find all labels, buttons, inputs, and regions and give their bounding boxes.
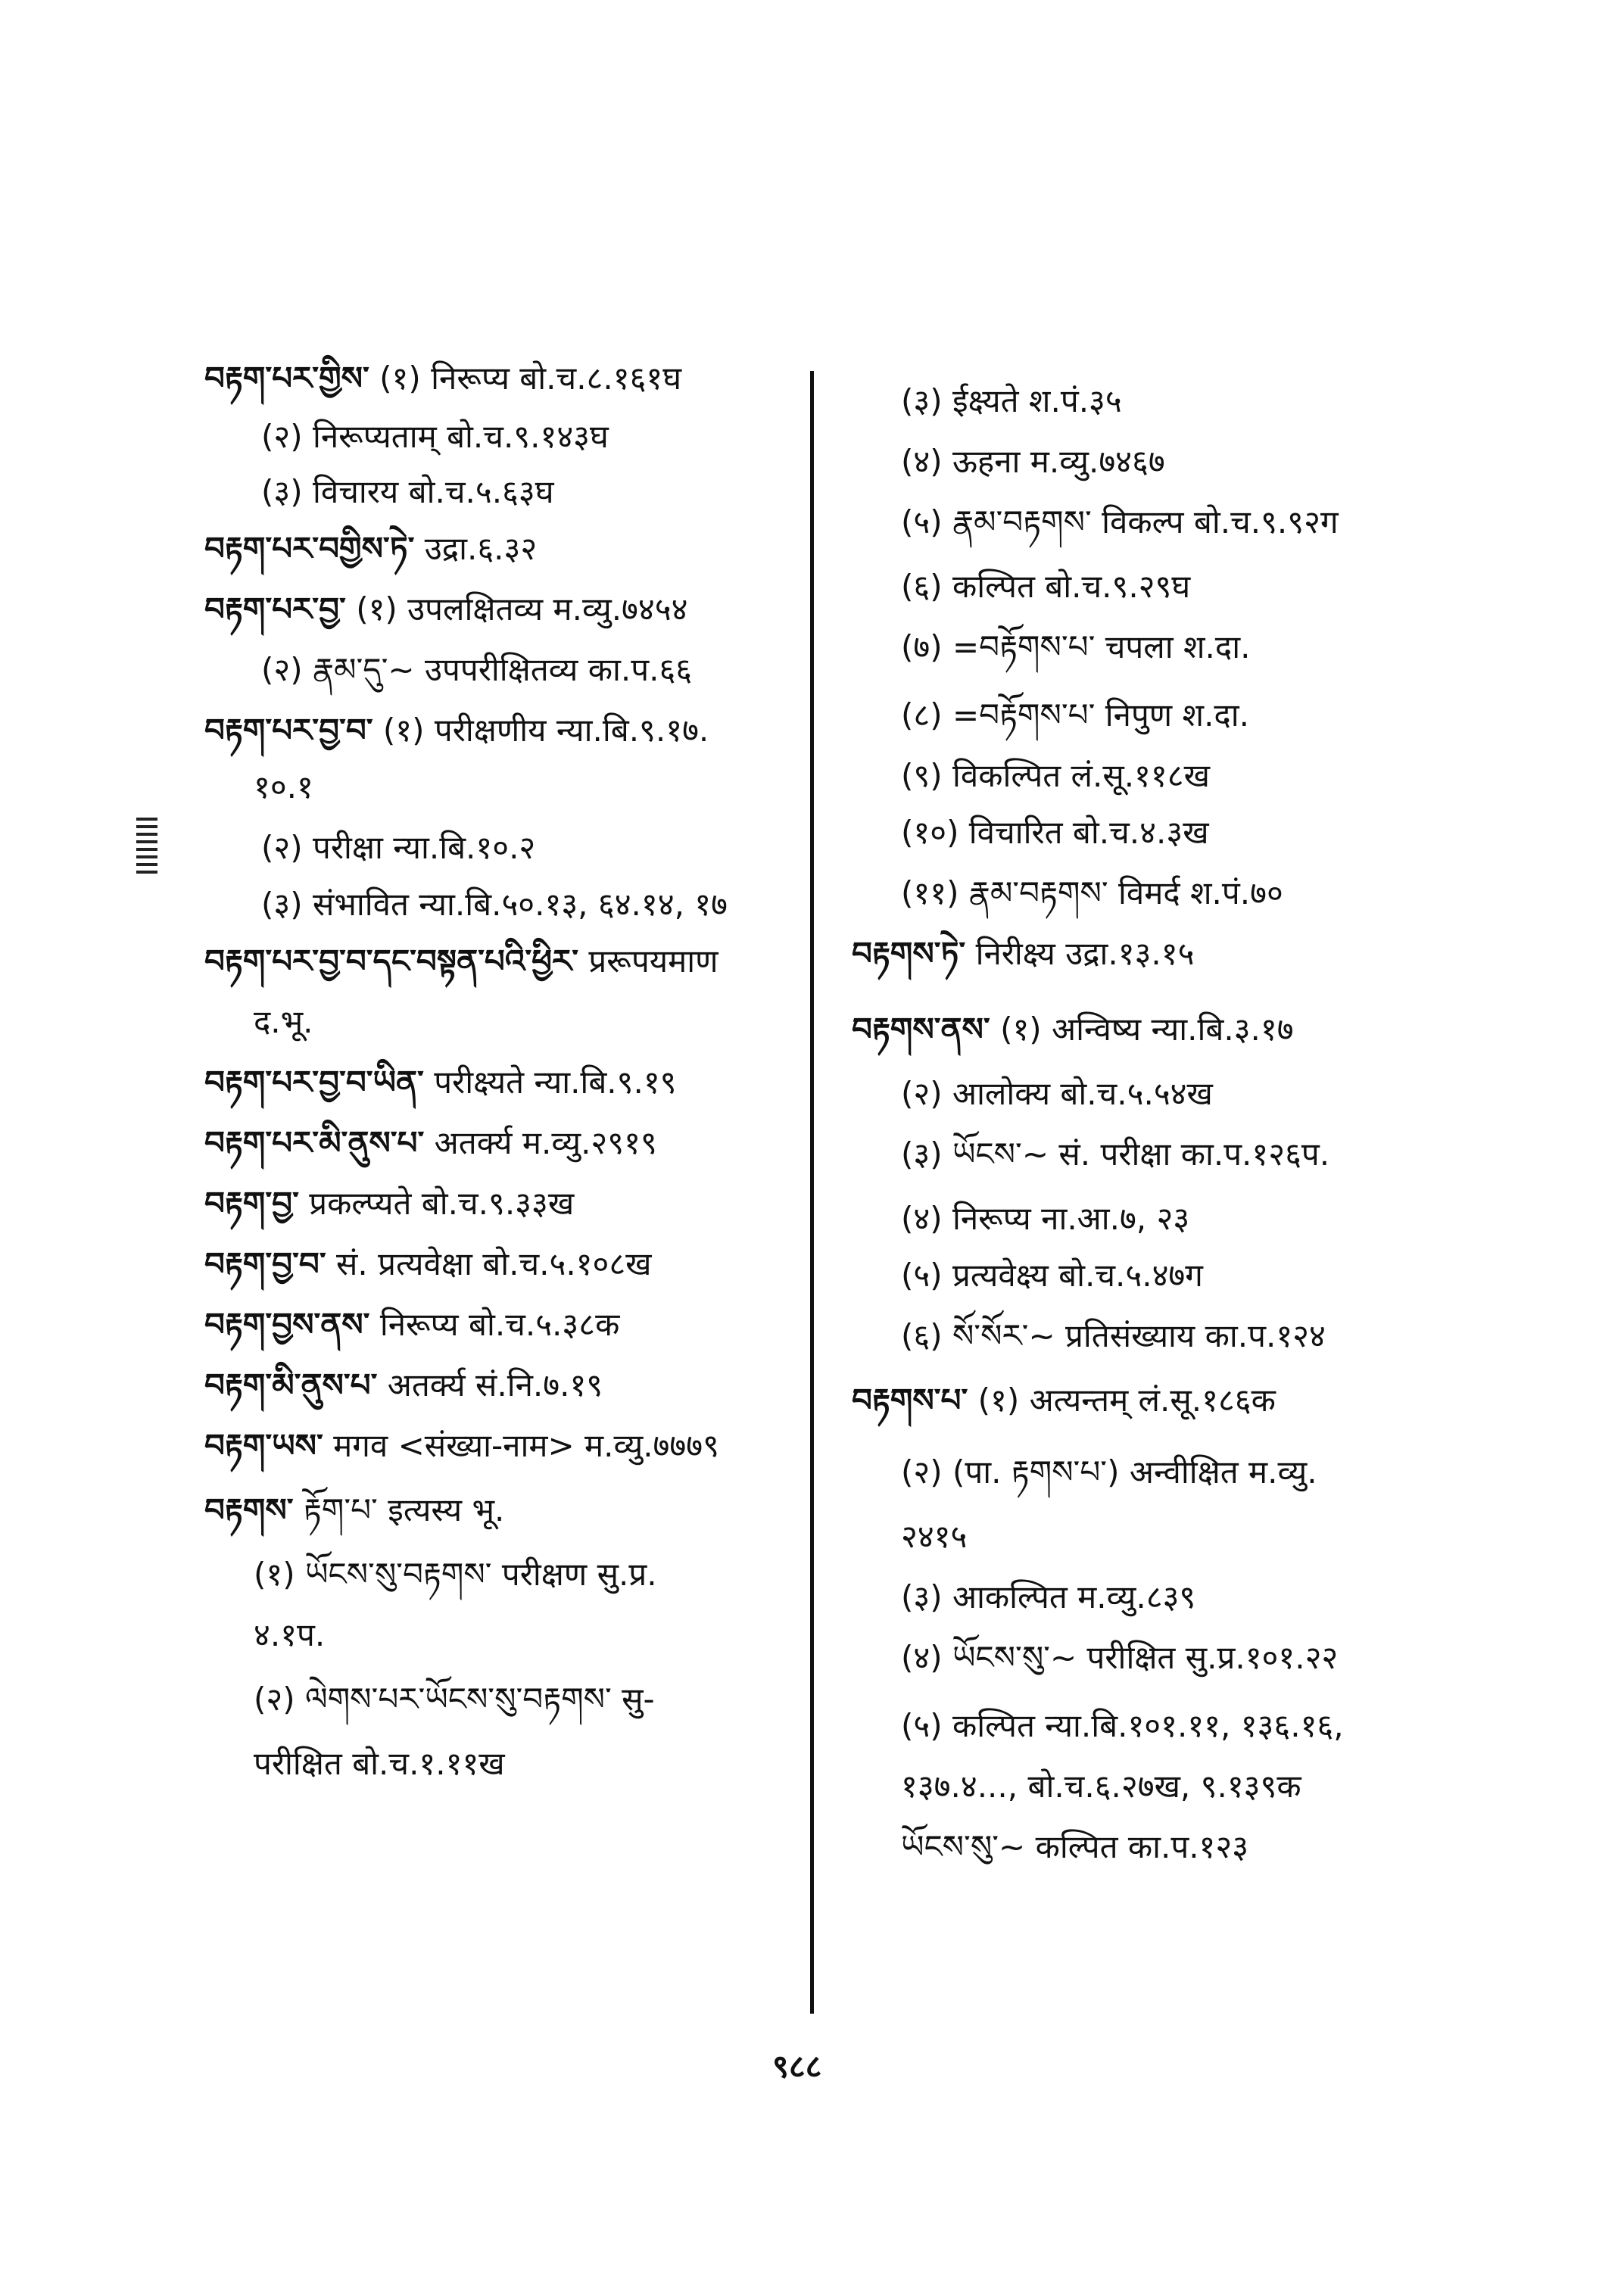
entry-line: (२) निरूप्यताम् बो.च.९.१४३घ [261,418,609,455]
entry-line: (७) =བརྟོགས་པ་ चपला श.दा. [901,628,1251,665]
column-divider [810,371,814,2014]
entry-line: (९) विकल्पित लं.सू.११८ख [901,757,1210,794]
entry-line: २४१५ [901,1518,968,1555]
entry-line: བརྟག་ཡས་ मगव <संख्या-नाम> म.व्यु.७७७९ [204,1427,719,1464]
entry-line: བརྟག་པར་བྱ་བ་ (१) परीक्षणीय न्या.बि.९.१७. [204,712,709,749]
entry-line: ४.१प. [254,1616,326,1653]
entry-line: བརྟག་པར་བྱ་བ་ཡིན་ परीक्ष्यते न्या.बि.९.१९ [204,1064,677,1101]
entry-line: (५) प्रत्यवेक्ष्य बो.च.५.४७ग [901,1257,1203,1294]
entry-line: (५) རྣམ་བརྟགས་ विकल्प बो.च.९.९२ग [901,503,1339,541]
entry-line: བརྟག་པར་མི་ནུས་པ་ अतर्क्य म.व्यु.२९१९ [204,1124,657,1161]
entry-line: (२) आलोक्य बो.च.५.५४ख [901,1075,1213,1112]
entry-line: द.भू. [254,1003,313,1040]
entry-line: (६) སོ་སོར་~ प्रतिसंख्याय का.प.१२४ [901,1317,1326,1354]
entry-line: བརྟག་པར་བྱ་བ་དང་བསྟན་པའི་ཕྱིར་ प्ररूपयमाण [204,942,718,980]
entry-line: (११) རྣམ་བརྟགས་ विमर्द श.पं.७० [901,874,1283,911]
entry-line: བརྟག་མི་ནུས་པ་ अतर्क्य सं.नि.७.१९ [204,1366,603,1404]
entry-line: (३) संभावित न्या.बि.५०.१३, ६४.१४, १७ [261,886,728,923]
entry-line: བརྟགས་ནས་ (१) अन्विष्य न्या.बि.३.१७ [852,1011,1294,1048]
entry-line: (४) ऊहना म.व्यु.७४६७ [901,443,1165,480]
entry-line: ཡོངས་སུ་~ कल्पित का.प.१२३ [901,1828,1249,1865]
entry-line: (३) विचारय बो.च.५.६३घ [261,473,554,510]
entry-line: བརྟག་པར་བགྱིས་ཏེ་ उद्रा.६.३२ [204,530,538,567]
entry-line: (६) कल्पित बो.च.९.२९घ [901,568,1191,605]
entry-line: परीक्षित बो.च.१.११ख [254,1745,505,1782]
page-number: ९८८ [772,2048,822,2085]
margin-mark [136,818,159,877]
entry-line: བརྟགས་ རྟོག་པ་ इत्यस्य भू. [204,1491,505,1528]
entry-line: བརྟག་བྱ་ प्रकल्प्यते बो.च.९.३३ख [204,1185,575,1222]
entry-line: (५) कल्पित न्या.बि.१०१.११, १३६.१६, [901,1707,1344,1744]
entry-line: བརྟག་བྱ་བ་ सं. प्रत्यवेक्षा बो.च.५.१०८ख [204,1245,652,1282]
entry-line: བརྟགས་པ་ (१) अत्यन्तम् लं.सू.१८६क [852,1382,1276,1419]
entry-line: བརྟག་པར་བྱ་ (१) उपलक्षितव्य म.व्यु.७४५४ [204,590,688,628]
entry-line: (३) ཡོངས་~ सं. परीक्षा का.प.१२६प. [901,1136,1330,1173]
entry-line: (२) (पा. རྟགས་པ་) अन्वीक्षित म.व्यु. [901,1453,1317,1491]
entry-line: (२) རྣམ་དུ་~ उपपरीक्षितव्य का.प.६६ [261,651,693,688]
entry-line: (३) ईक्ष्यते श.पं.३५ [901,382,1122,419]
entry-line: (१०) विचारित बो.च.४.३ख [901,814,1209,851]
entry-line: (२) परीक्षा न्या.बि.१०.२ [261,829,536,866]
entry-line: (४) निरूप्य ना.आ.७, २३ [901,1200,1190,1237]
entry-line: (२) ལེགས་པར་ཡོངས་སུ་བརྟགས་ सु- [254,1681,655,1718]
entry-line: (४) ཡོངས་སུ་~ परीक्षित सु.प्र.१०१.२२ [901,1639,1339,1676]
entry-line: བརྟག་བྱས་ནས་ निरूप्य बो.च.५.३८क [204,1306,620,1343]
entry-line: བརྟགས་ཏེ་ निरीक्ष्य उद्रा.१३.१५ [852,935,1195,972]
entry-line: (८) =བརྟོགས་པ་ निपुण श.दा. [901,696,1249,734]
entry-line: བརྟག་པར་གྱིས་ (१) निरूप्य बो.च.८.१६१घ [204,360,682,397]
entry-line: १३७.४..., बो.च.६.२७ख, ९.१३९क [901,1768,1301,1805]
entry-line: (३) आकल्पित म.व्यु.८३९ [901,1578,1196,1615]
entry-line: १०.१ [254,768,313,805]
entry-line: (१) ཡོངས་སུ་བརྟགས་ परीक्षण सु.प्र. [254,1556,657,1593]
